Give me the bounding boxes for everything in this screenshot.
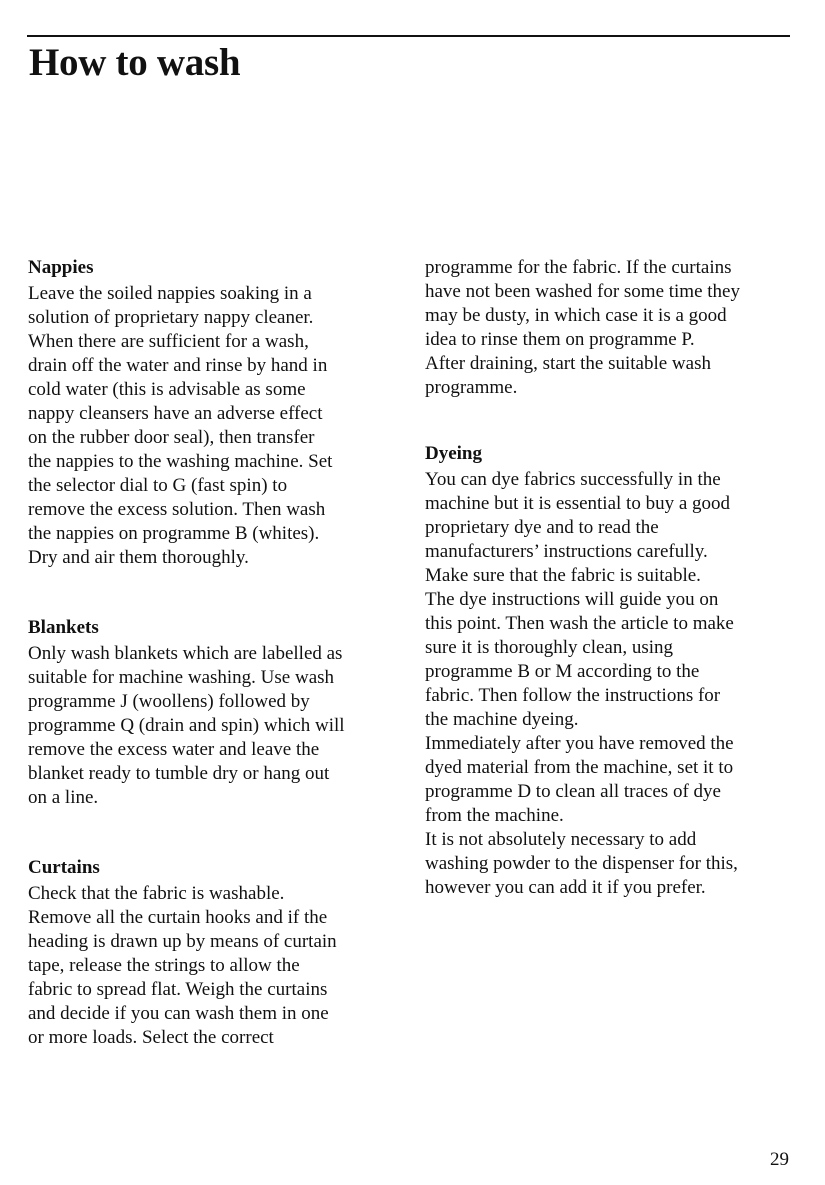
text-line: the selector dial to G (fast spin) to <box>28 475 288 496</box>
text-line: proprietary dye and to read the <box>425 517 659 538</box>
page-number: 29 <box>770 1149 789 1170</box>
text-line: may be dusty, in which case it is a good <box>425 305 727 326</box>
text-line: this point. Then wash the article to make <box>425 613 734 634</box>
section-body-dyeing <box>425 468 810 900</box>
section-heading-curtains: Curtains <box>28 857 100 878</box>
text-line: suitable for machine washing. Use wash <box>28 667 335 688</box>
section-dyeing <box>425 442 810 900</box>
section-heading-nappies: Nappies <box>28 257 94 278</box>
text-line: Make sure that the fabric is suitable. <box>425 565 701 586</box>
text-line: sure it is thoroughly clean, using <box>425 637 674 658</box>
text-line: Leave the soiled nappies soaking in a <box>28 283 312 304</box>
text-line: the machine dyeing. <box>425 709 579 730</box>
text-line: After draining, start the suitable wash <box>425 353 711 374</box>
text-line: manufacturers’ instructions carefully. <box>425 541 708 562</box>
text-line: blanket ready to tumble dry or hang out <box>28 763 330 784</box>
text-line: on a line. <box>28 787 99 808</box>
text-line: remove the excess water and leave the <box>28 739 320 760</box>
text-line: on the rubber door seal), then transfer <box>28 427 315 448</box>
text-line: and decide if you can wash them in one <box>28 1003 329 1024</box>
text-line: solution of proprietary nappy cleaner. <box>28 307 314 328</box>
section-body-blankets <box>28 642 413 810</box>
section-curtains <box>28 856 413 1050</box>
text-line: dyed material from the machine, set it to <box>425 757 734 778</box>
text-line: however you can add it if you prefer. <box>425 877 706 898</box>
section-blankets <box>28 616 413 810</box>
text-line: washing powder to the dispenser for this, <box>425 853 738 874</box>
text-line: Only wash blankets which are labelled as <box>28 643 343 664</box>
text-line: Check that the fabric is washable. <box>28 883 285 904</box>
text-line: idea to rinse them on programme P. <box>425 329 695 350</box>
text-line: The dye instructions will guide you on <box>425 589 719 610</box>
text-line: Remove all the curtain hooks and if the <box>28 907 328 928</box>
header-rule <box>27 35 790 37</box>
text-line: Immediately after you have removed the <box>425 733 734 754</box>
text-line: Dry and air them thoroughly. <box>28 547 249 568</box>
text-line: tape, release the strings to allow the <box>28 955 300 976</box>
text-line: have not been washed for some time they <box>425 281 740 302</box>
text-line: or more loads. Select the correct <box>28 1027 274 1048</box>
text-line: programme Q (drain and spin) which will <box>28 715 345 736</box>
text-line: programme. <box>425 377 518 398</box>
page-title: How to wash <box>29 41 241 84</box>
right-column <box>425 256 810 900</box>
text-line: remove the excess solution. Then wash <box>28 499 326 520</box>
text-line: fabric. Then follow the instructions for <box>425 685 721 706</box>
left-column <box>28 256 413 1050</box>
text-line: from the machine. <box>425 805 564 826</box>
section-body-curtains <box>28 882 413 1050</box>
text-line: programme B or M according to the <box>425 661 700 682</box>
text-line: drain off the water and rinse by hand in <box>28 355 328 376</box>
text-line: It is not absolutely necessary to add <box>425 829 697 850</box>
text-line: When there are sufficient for a wash, <box>28 331 309 352</box>
text-line: fabric to spread flat. Weigh the curtains <box>28 979 328 1000</box>
text-line: cold water (this is advisable as some <box>28 379 306 400</box>
section-heading-dyeing: Dyeing <box>425 443 482 464</box>
section-heading-blankets: Blankets <box>28 617 99 638</box>
text-line: programme J (woollens) followed by <box>28 691 310 712</box>
section-curtains-continued <box>425 256 810 400</box>
text-line: heading is drawn up by means of curtain <box>28 931 337 952</box>
text-line: machine but it is essential to buy a good <box>425 493 731 514</box>
section-nappies <box>28 256 413 570</box>
section-body-curtains-continued <box>425 256 810 400</box>
text-line: nappy cleansers have an adverse effect <box>28 403 323 424</box>
section-body-nappies <box>28 282 413 570</box>
text-line: the nappies on programme B (whites). <box>28 523 320 544</box>
text-line: programme for the fabric. If the curtains <box>425 257 732 278</box>
text-line: You can dye fabrics successfully in the <box>425 469 721 490</box>
text-line: the nappies to the washing machine. Set <box>28 451 333 472</box>
text-line: programme D to clean all traces of dye <box>425 781 721 802</box>
